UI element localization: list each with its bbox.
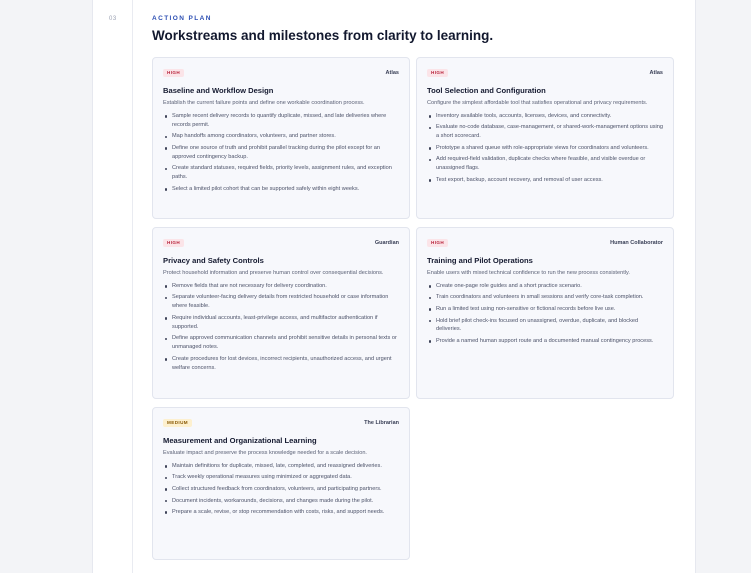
task-item: Run a limited test using non-sensitive or fictional records before live use. bbox=[427, 305, 663, 314]
task-item: Remove fields that are not necessary for delivery coordination. bbox=[163, 282, 399, 291]
task-item: Create procedures for lost devices, incorrect recipients, unauthorized access, and urgent welfare concerns. bbox=[163, 355, 399, 373]
workstream-card-privacy bbox=[152, 227, 410, 399]
task-item: Collect structured feedback from coordinators, volunteers, and participating partners. bbox=[163, 485, 399, 494]
workstream-card-baseline bbox=[152, 57, 410, 219]
task-item: Separate volunteer-facing delivery details from restricted household or case information where feasible. bbox=[163, 293, 399, 311]
section-gutter bbox=[93, 0, 133, 573]
card-description: Protect household information and preserve human control over consequential decisions. bbox=[163, 270, 384, 276]
task-list bbox=[427, 112, 663, 185]
owner-label: Atlas bbox=[649, 70, 663, 76]
workstream-card-tool-selection bbox=[416, 57, 674, 219]
task-item: Select a limited pilot cohort that can be supported safely within eight weeks. bbox=[163, 185, 399, 194]
task-list bbox=[163, 462, 399, 517]
document-page bbox=[92, 0, 696, 573]
card-title: Training and Pilot Operations bbox=[427, 256, 533, 265]
task-item: Add required-field validation, duplicate checks where feasible, and visible overdue or unassigned flags. bbox=[427, 155, 663, 173]
task-item: Provide a named human support route and a documented manual contingency process. bbox=[427, 337, 663, 346]
card-title: Baseline and Workflow Design bbox=[163, 86, 274, 95]
task-item: Define approved communication channels and prohibit sensitive details in personal texts or unmanaged notes. bbox=[163, 334, 399, 352]
task-item: Evaluate no-code database, case-management, or shared-work-management options using a short scorecard. bbox=[427, 123, 663, 141]
card-description: Enable users with mixed technical confidence to run the new process consistently. bbox=[427, 270, 630, 276]
workstream-card-measurement bbox=[152, 407, 410, 560]
task-item: Document incidents, workarounds, decisions, and changes made during the pilot. bbox=[163, 497, 399, 506]
task-list bbox=[163, 282, 399, 373]
workstream-card-training bbox=[416, 227, 674, 399]
task-item: Track weekly operational measures using minimized or aggregated data. bbox=[163, 473, 399, 482]
card-title: Measurement and Organizational Learning bbox=[163, 436, 317, 445]
card-description: Configure the simplest affordable tool that satisfies operational and privacy requirements. bbox=[427, 100, 648, 106]
priority-badge: HIGH bbox=[163, 239, 184, 248]
task-item: Test export, backup, account recovery, and removal of user access. bbox=[427, 176, 663, 185]
priority-badge: HIGH bbox=[163, 69, 184, 78]
owner-label: Human Collaborator bbox=[610, 240, 663, 246]
owner-label: The Librarian bbox=[364, 420, 399, 426]
owner-label: Guardian bbox=[374, 240, 399, 246]
task-item: Create standard statuses, required fields, priority levels, assignment rules, and exception paths. bbox=[163, 164, 399, 182]
section-title: Workstreams and milestones from clarity to learning. bbox=[152, 28, 494, 43]
priority-badge: MEDIUM bbox=[163, 419, 192, 428]
task-item: Hold brief pilot check-ins focused on unassigned, overdue, duplicate, and blocked deliveries. bbox=[427, 317, 663, 335]
task-item: Create one-page role guides and a short practice scenario. bbox=[427, 282, 663, 291]
task-item: Require individual accounts, least-privilege access, and multifactor authentication if supported. bbox=[163, 314, 399, 332]
card-title: Tool Selection and Configuration bbox=[427, 86, 546, 95]
task-item: Sample recent delivery records to quantify duplicate, missed, and late deliveries where records permit. bbox=[163, 112, 399, 130]
task-item: Maintain definitions for duplicate, missed, late, completed, and reassigned deliveries. bbox=[163, 462, 399, 471]
task-item: Train coordinators and volunteers in small sessions and verify core-task completion. bbox=[427, 293, 663, 302]
card-description: Establish the current failure points and define one workable coordination process. bbox=[163, 100, 365, 106]
card-description: Evaluate impact and preserve the process knowledge needed for a scale decision. bbox=[163, 450, 367, 456]
task-item: Inventory available tools, accounts, licenses, devices, and connectivity. bbox=[427, 112, 663, 121]
section-number: 03 bbox=[109, 16, 117, 22]
priority-badge: HIGH bbox=[427, 69, 448, 78]
task-list bbox=[163, 112, 399, 194]
priority-badge: HIGH bbox=[427, 239, 448, 248]
task-item: Define one source of truth and prohibit parallel tracking during the pilot except for an approved contingency backup. bbox=[163, 144, 399, 162]
owner-label: Atlas bbox=[385, 70, 399, 76]
card-title: Privacy and Safety Controls bbox=[163, 256, 264, 265]
section-eyebrow: ACTION PLAN bbox=[152, 15, 212, 22]
task-item: Prototype a shared queue with role-appropriate views for coordinators and volunteers. bbox=[427, 144, 663, 153]
task-list bbox=[427, 282, 663, 346]
task-item: Prepare a scale, revise, or stop recommendation with costs, risks, and support needs. bbox=[163, 508, 399, 517]
task-item: Map handoffs among coordinators, volunteers, and partner stores. bbox=[163, 132, 399, 141]
